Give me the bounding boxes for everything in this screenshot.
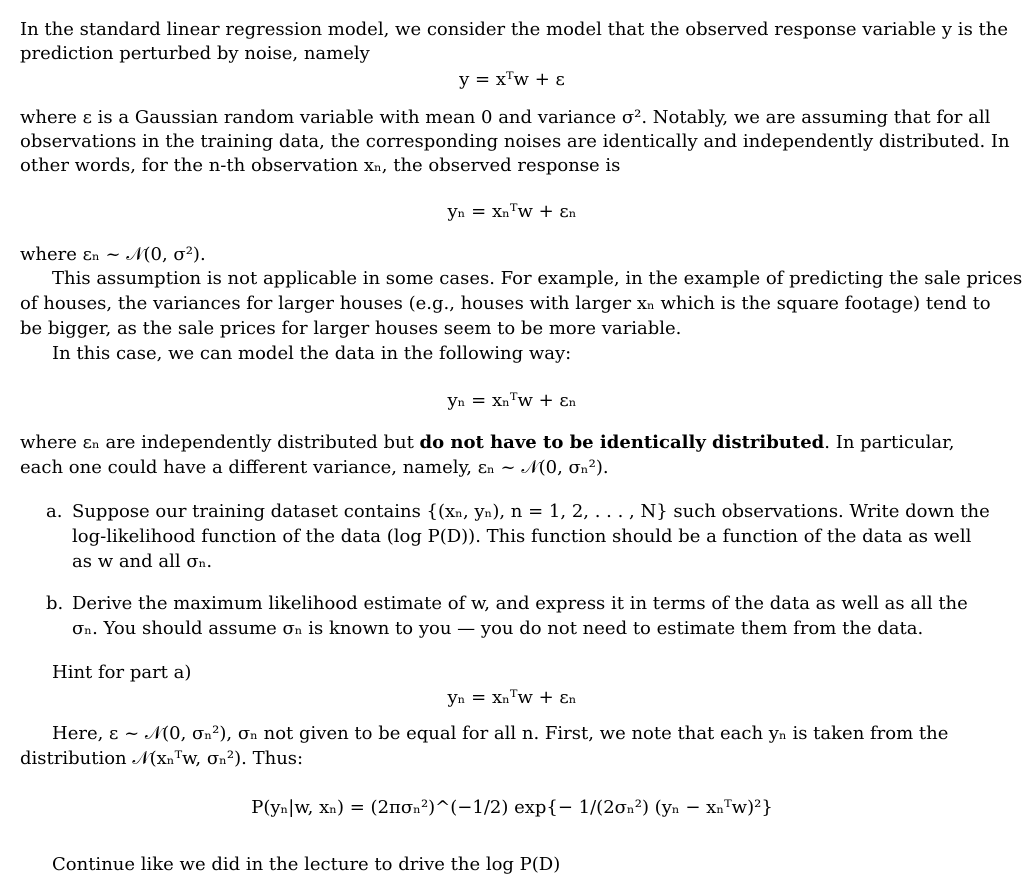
hint-line-2: distribution 𝒩(xₙᵀw, σₙ²). Thus: — [20, 748, 304, 769]
para4-text-b: . In particular, — [824, 432, 955, 453]
equation-1: y = xᵀw + ε — [459, 69, 565, 90]
equation-2: yₙ = xₙᵀw + εₙ — [447, 201, 577, 222]
para2-line-1: where ε is a Gaussian random variable with mean 0 and variance σ². Notably, we are assuming that for all — [20, 107, 991, 128]
para2-line-3: other words, for the n-th observation xₙ, the observed response is — [20, 155, 621, 176]
part-a-label: a. — [46, 501, 63, 522]
para3-line-1: where εₙ ~ 𝒩(0, σ²). — [20, 244, 206, 265]
likelihood-equation: P(yₙ|w, xₙ) = (2πσₙ²)^(−1/2) exp{− 1/(2σₙ²) (yₙ − xₙᵀw)²} — [251, 797, 773, 818]
para3-line-5: In this case, we can model the data in the following way: — [52, 343, 572, 364]
intro-line-2: prediction perturbed by noise, namely — [20, 43, 370, 64]
para4-text-a: where εₙ are independently distributed but — [20, 432, 420, 453]
para2-line-2: observations in the training data, the corresponding noises are identically and independently distributed. In — [20, 131, 1010, 152]
para4-emphasis: do not have to be identically distributed — [419, 432, 825, 453]
part-a-line-2: log-likelihood function of the data (log P(D)). This function should be a function of the data as well — [72, 526, 972, 547]
equation-3: yₙ = xₙᵀw + εₙ — [447, 390, 577, 411]
para4-line-1 — [20, 431, 955, 455]
part-b-line-1: Derive the maximum likelihood estimate of w, and express it in terms of the data as well as all the — [72, 593, 968, 614]
part-a-line-1: Suppose our training dataset contains {(xₙ, yₙ), n = 1, 2, . . . , N} such observations. Write down the — [72, 501, 990, 522]
para3-line-3: of houses, the variances for larger houses (e.g., houses with larger xₙ which is the square footage) tend to — [20, 293, 991, 314]
hint-line-1: Here, ε ~ 𝒩(0, σₙ²), σₙ not given to be equal for all n. First, we note that each yₙ is taken from the — [52, 723, 949, 744]
intro-line-1: In the standard linear regression model, we consider the model that the observed response variable y is the — [20, 19, 1009, 40]
hint-equation: yₙ = xₙᵀw + εₙ — [447, 687, 577, 708]
part-b-line-2: σₙ. You should assume σₙ is known to you — you do not need to estimate them from the data. — [72, 618, 924, 639]
para3-line-4: be bigger, as the sale prices for larger houses seem to be more variable. — [20, 318, 682, 339]
part-a-line-3: as w and all σₙ. — [72, 551, 213, 572]
para4-line-2: each one could have a different variance, namely, εₙ ~ 𝒩(0, σₙ²). — [20, 457, 609, 478]
closing-line: Continue like we did in the lecture to drive the log P(D) — [52, 854, 561, 875]
part-b-label: b. — [46, 593, 64, 614]
para3-line-2: This assumption is not applicable in some cases. For example, in the example of predicting the sale prices — [52, 268, 1023, 289]
hint-title: Hint for part a) — [52, 662, 192, 683]
